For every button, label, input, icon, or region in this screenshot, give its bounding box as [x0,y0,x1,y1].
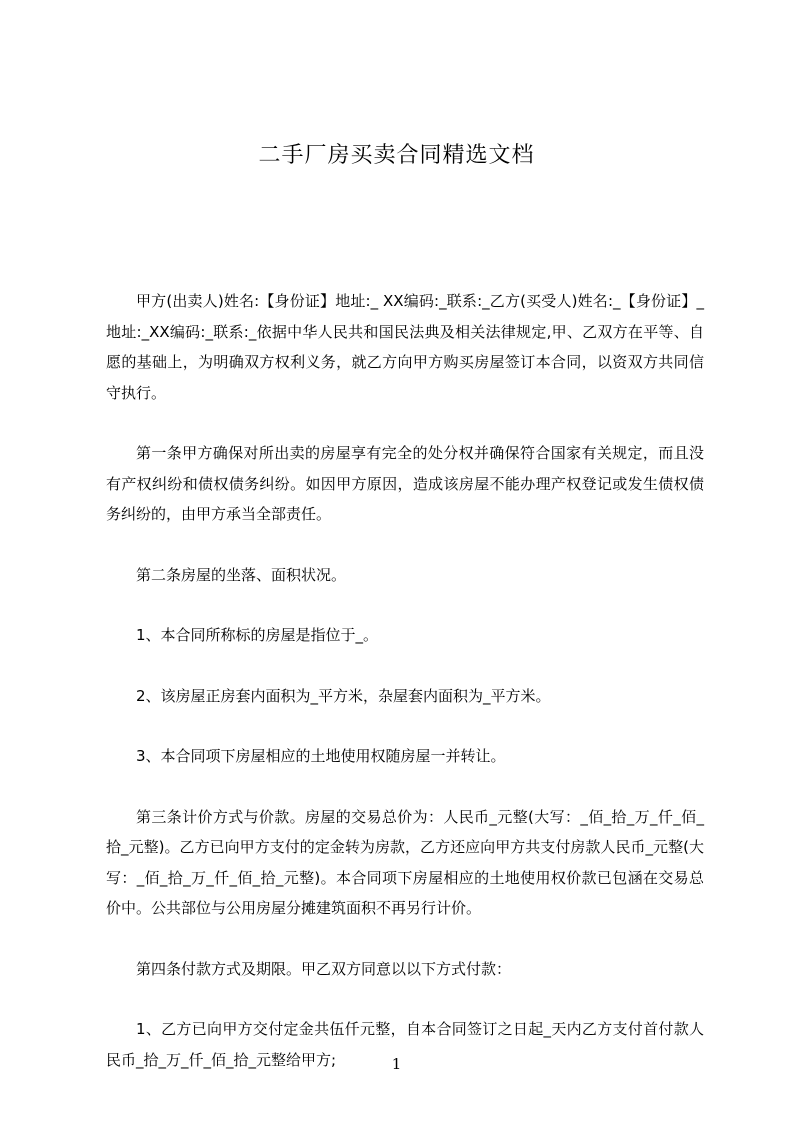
paragraph-article-3: 第三条计价方式与价款。房屋的交易总价为：人民币_元整(大写：_佰_拾_万_仟_佰_拾_元整)。乙方已向甲方支付的定金转为房款，乙方还应向甲方共支付房款人民币_元整(大写：_佰_拾_万_仟_佰_拾_元整)。本合同项下房屋相应的土地使用权价款已包涵在交易总价中。公共部位与公用房屋分摊建筑面积不再另行计价。 [106,807,704,917]
paragraph-gap [106,408,704,438]
paragraph-gap [106,530,704,560]
paragraph-article-2: 第二条房屋的坐落、面积状况。 [136,565,347,584]
paragraph-gap [106,924,704,954]
paragraph-gap [106,590,704,620]
paragraph-article-4-item-1: 1、乙方已向甲方交付定金共伍仟元整，自本合同签订之日起_天内乙方支付首付款人民币_拾_万_仟_佰_拾_元整给甲方; [106,1020,704,1069]
paragraph-article-1: 第一条甲方确保对所出卖的房屋享有完全的处分权并确保符合国家有关规定，而且没有产权纠纷和债权债务纠纷。如因甲方原因，造成该房屋不能办理产权登记或发生债权债务纠纷的，由甲方承当全部责任。 [106,444,704,523]
paragraph-article-2-item-3: 3、本合同项下房屋相应的土地使用权随房屋一并转让。 [136,747,506,765]
paragraph-article-2-item-2: 2、该房屋正房套内面积为_平方米，杂屋套内面积为_平方米。 [136,686,551,705]
paragraph-article-4: 第四条付款方式及期限。甲乙双方同意以以下方式付款： [136,959,512,978]
document-body [106,286,704,1075]
document-title: 二手厂房买卖合同精选文档 [258,143,535,168]
page-number: 1 [391,1055,402,1073]
paragraph-article-2-item-1: 1、本合同所称标的房屋是指位于_。 [136,626,379,644]
paragraph-gap [106,711,704,741]
paragraph-gap [106,772,704,802]
paragraph-gap [106,984,704,1014]
paragraph-parties: 甲方(出卖人)姓名:【身份证】地址:_ XX编码:_联系:_乙方(买受人)姓名:_【身份证】_地址:_XX编码:_联系:_依据中华人民共和国民法典及相关法律规定,甲、乙双方在平等、自愿的基础上，为明确双方权利义务，就乙方向甲方购买房屋签订本合同，以资双方共同信守执行。 [106,292,704,402]
paragraph-gap [106,651,704,681]
